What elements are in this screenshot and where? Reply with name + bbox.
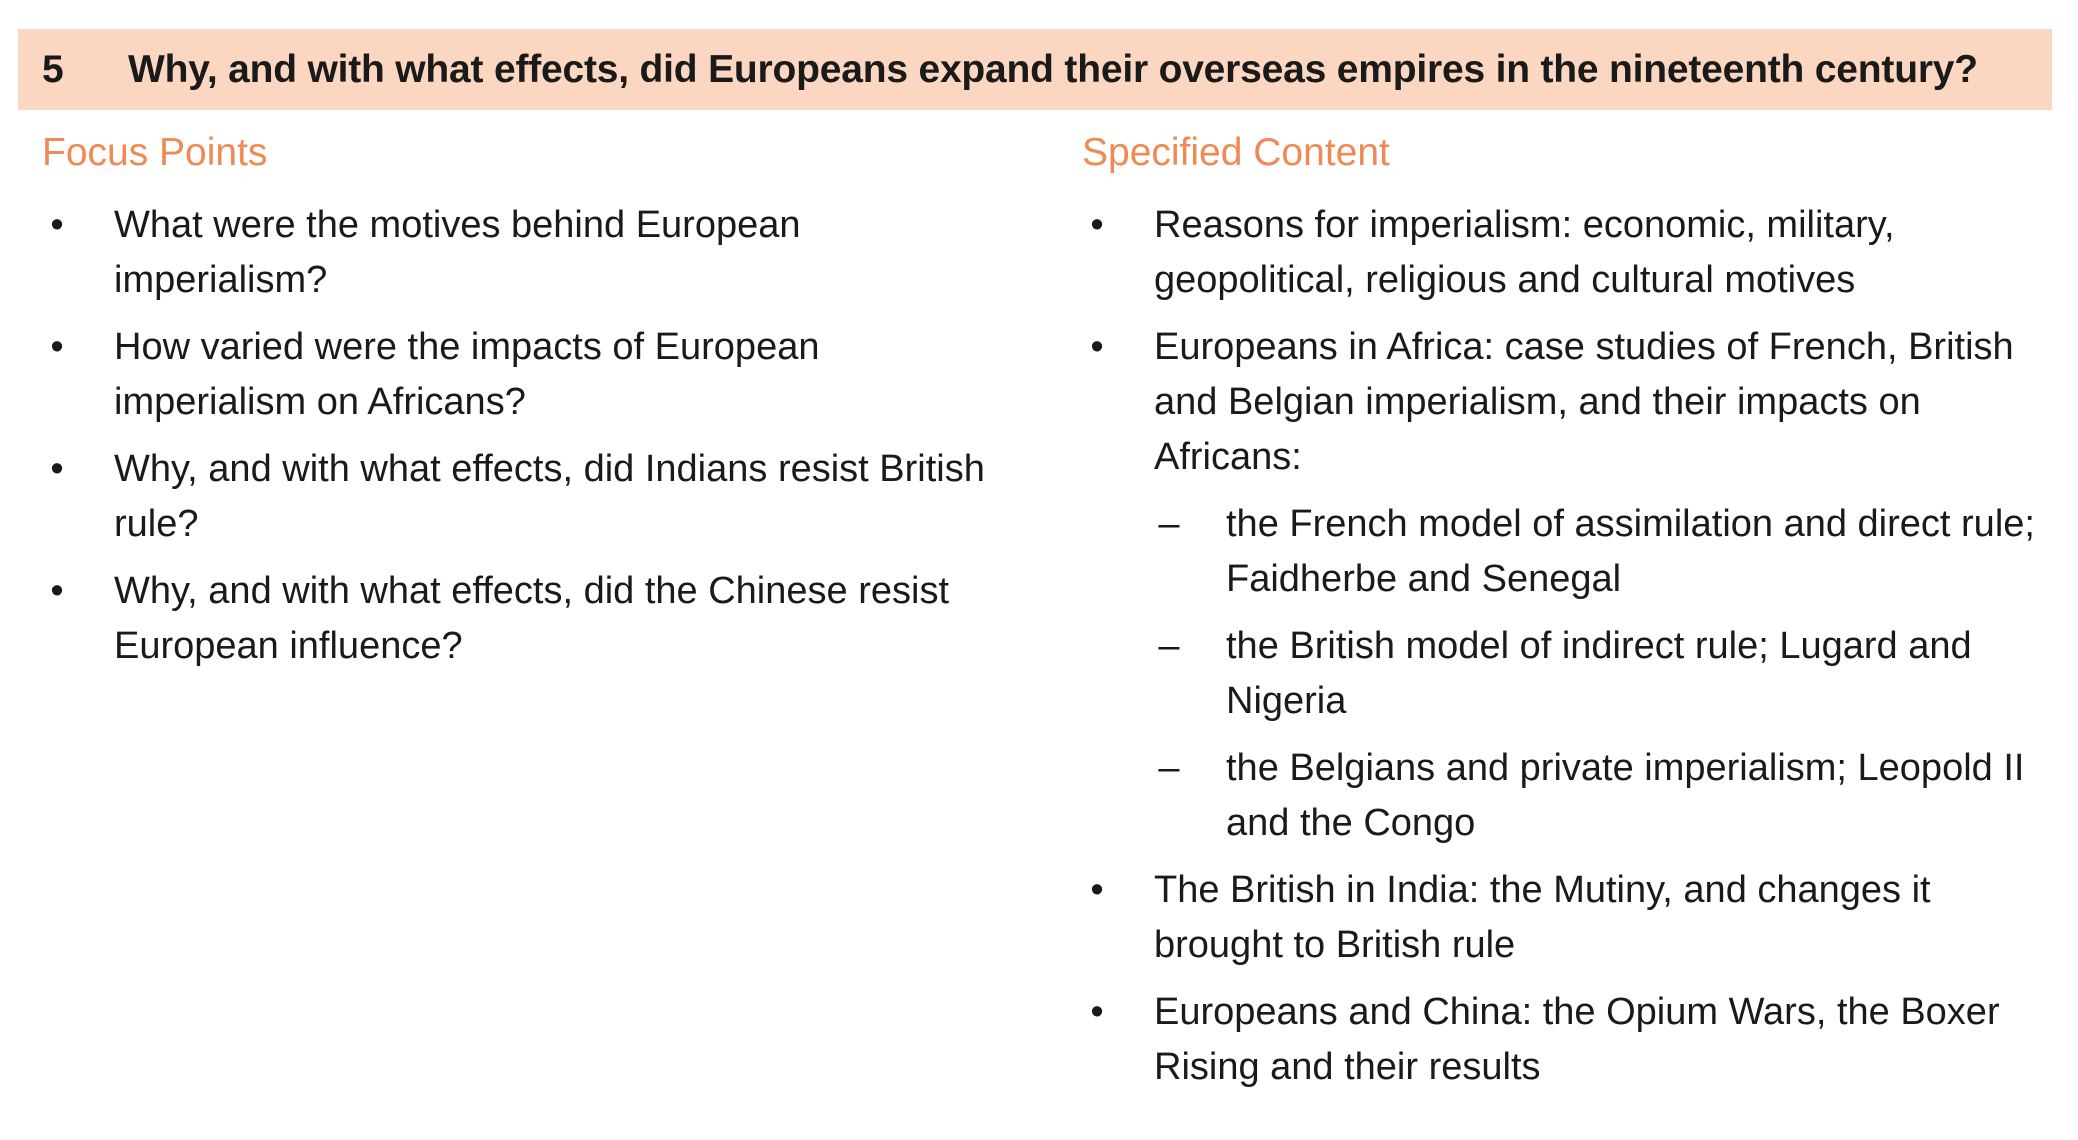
focus-point-text: Why, and with what effects, did Indians resist British rule? (114, 448, 985, 545)
focus-point-item (42, 442, 1002, 552)
focus-point-item (42, 320, 1002, 430)
specified-content-list (1082, 198, 2062, 1095)
content-sublist (1154, 497, 2062, 851)
content-text: The British in India: the Mutiny, and changes it brought to British rule (1154, 869, 1931, 966)
dash-icon: – (1158, 747, 1180, 789)
section-number: 5 (42, 48, 64, 91)
content-text: Europeans in Africa: case studies of French, British and Belgian imperialism, and their impacts on Africans: (1154, 326, 2014, 478)
content-subitem-text: the French model of assimilation and direct rule; Faidherbe and Senegal (1226, 503, 2035, 600)
dash-icon: – (1158, 503, 1180, 545)
bullet-icon: • (1090, 869, 1104, 911)
focus-point-text: What were the motives behind European imperialism? (114, 204, 801, 301)
focus-points-heading: Focus Points (42, 131, 268, 174)
content-text: Reasons for imperialism: economic, military, geopolitical, religious and cultural motives (1154, 204, 1895, 301)
dash-icon: – (1158, 625, 1180, 667)
focus-points-list (42, 198, 1002, 674)
focus-point-item (42, 564, 1002, 674)
content-item (1082, 198, 2062, 308)
specified-content-heading: Specified Content (1082, 131, 1390, 174)
section-title: Why, and with what effects, did Europeans expand their overseas empires in the nineteenth century? (128, 48, 1978, 91)
bullet-icon: • (50, 448, 64, 490)
content-subitem-text: the British model of indirect rule; Lugard and Nigeria (1226, 625, 1972, 722)
specified-content-column (1082, 130, 2062, 1107)
content-item (1082, 863, 2062, 973)
focus-point-text: Why, and with what effects, did the Chinese resist European influence? (114, 570, 949, 667)
bullet-icon: • (1090, 326, 1104, 368)
bullet-icon: • (50, 570, 64, 612)
bullet-icon: • (50, 326, 64, 368)
content-item (1082, 320, 2062, 851)
focus-point-item (42, 198, 1002, 308)
content-subitem (1154, 741, 2062, 851)
section-header (18, 29, 2052, 110)
content-subitem (1154, 497, 2062, 607)
content-subitem-text: the Belgians and private imperialism; Leopold II and the Congo (1226, 747, 2025, 844)
content-item (1082, 985, 2062, 1095)
bullet-icon: • (1090, 204, 1104, 246)
bullet-icon: • (50, 204, 64, 246)
focus-point-text: How varied were the impacts of European imperialism on Africans? (114, 326, 820, 423)
content-text: Europeans and China: the Opium Wars, the Boxer Rising and their results (1154, 991, 2000, 1088)
content-subitem (1154, 619, 2062, 729)
bullet-icon: • (1090, 991, 1104, 1033)
focus-points-column (42, 130, 1002, 686)
